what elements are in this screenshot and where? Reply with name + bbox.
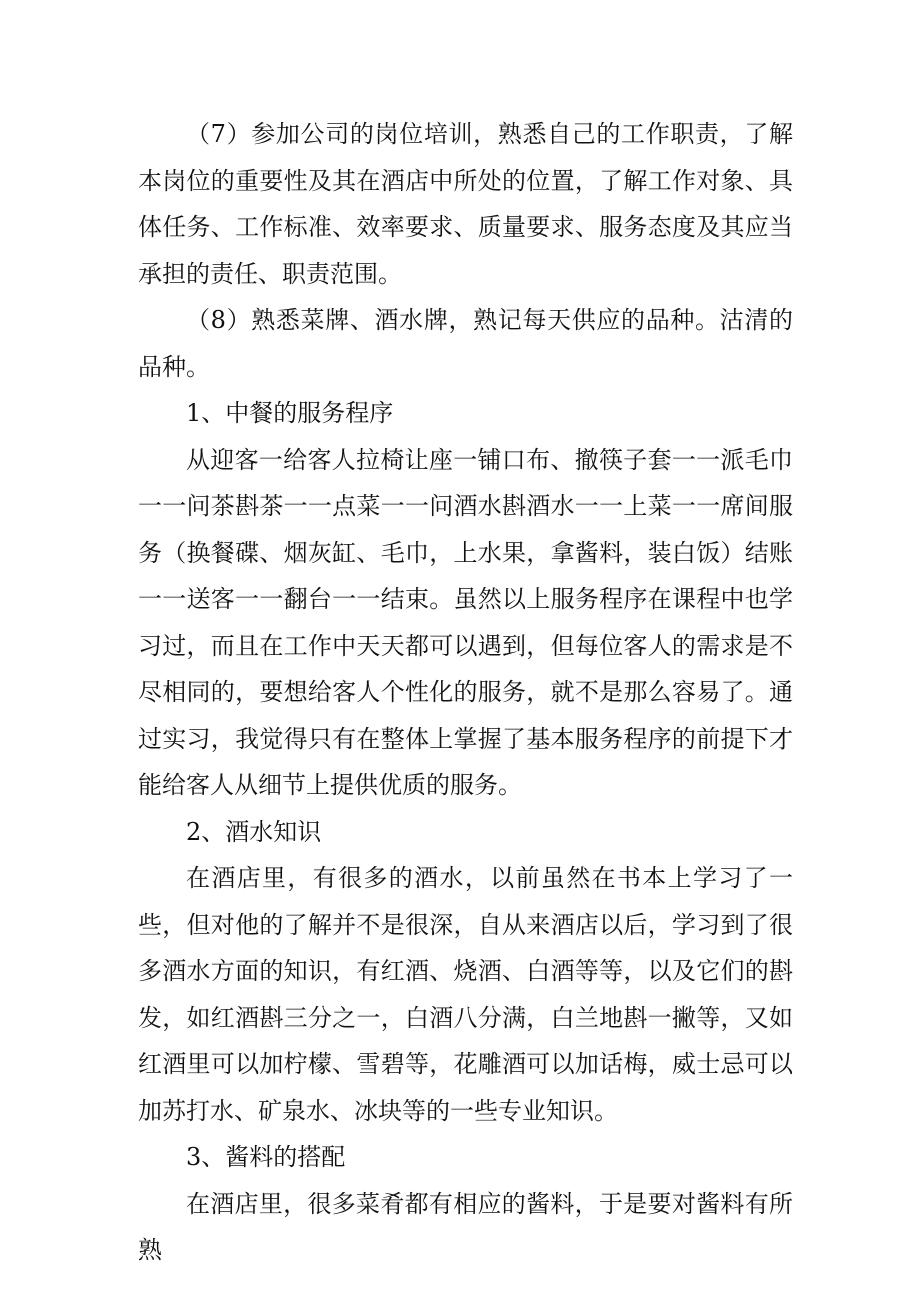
heading-service-procedure: 1、中餐的服务程序 [186, 399, 394, 427]
heading-drinks-knowledge: 2、酒水知识 [186, 817, 322, 846]
paragraph-sauce-pairing: 在酒店里，很多菜肴都有相应的酱料，于是要对酱料有所熟 [138, 1189, 793, 1264]
paragraph-service-procedure: 从迎客一给客人拉椅让座一铺口布、撤筷子套一一派毛巾一一问茶斟茶一一点菜一一问酒水斟酒水一一上菜一一席间服务（换餐碟、烟灰缸、毛巾，上水果，拿酱料，装白饭）结账一一送客一一翻台一一结束。虽然以上服务程序在课程中也学习过，而且在工作中天天都可以遇到，但每位客人的需求是不尽相同的，要想给客人个性化的服务，就不是那么容易了。通过实习，我觉得只有在整体上掌握了基本服务程序的前提下才能给客人从细节上提供优质的服务。 [138, 445, 793, 799]
document-body [138, 111, 793, 1274]
paragraph-drinks-knowledge: 在酒店里，有很多的酒水，以前虽然在书本上学习了一些，但对他的了解并不是很深，自从来酒店以后，学习到了很多酒水方面的知识，有红酒、烧酒、白酒等等，以及它们的斟发，如红酒斟三分之一，白酒八分满，白兰地斟一撇等，又如红酒里可以加柠檬、雪碧等，花雕酒可以加话梅，威士忌可以加苏打水、矿泉水、冰块等的一些专业知识。 [138, 864, 793, 1125]
paragraph-8-menu: （8）熟悉菜牌、酒水牌，熟记每天供应的品种。沽清的品种。 [138, 306, 793, 381]
paragraph-7-training: （7）参加公司的岗位培训，熟悉自己的工作职责，了解本岗位的重要性及其在酒店中所处的位置，了解工作对象、具体任务、工作标准、效率要求、质量要求、服务态度及其应当承担的责任、职责范围。 [138, 120, 793, 288]
heading-sauce-pairing: 3、酱料的搭配 [186, 1143, 346, 1171]
